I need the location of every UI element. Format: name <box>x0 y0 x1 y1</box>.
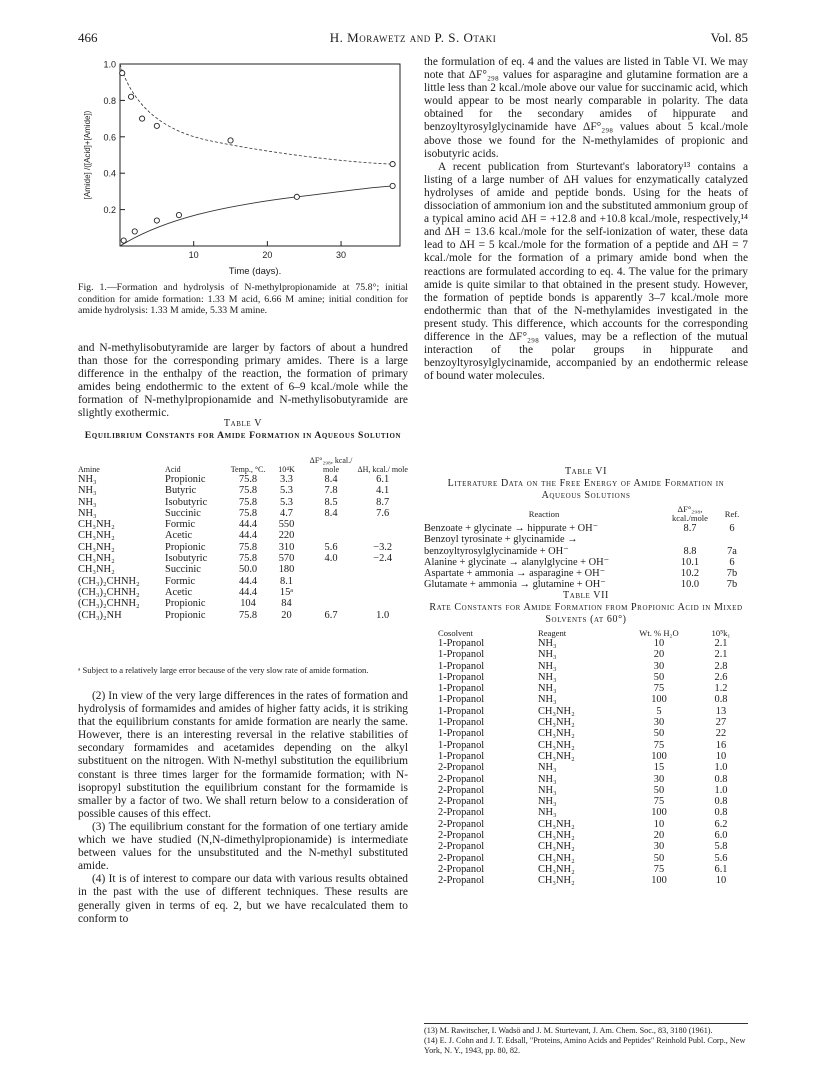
table-cell <box>357 576 408 587</box>
table-cell: 6.7 <box>324 609 338 621</box>
table-cell: CH₃NH₂ <box>538 750 575 762</box>
table-5-label: Table V <box>223 418 263 429</box>
table-cell: Propionic <box>165 474 206 485</box>
table-cell: 2-Propanol <box>438 773 485 785</box>
table-cell: 75.8 <box>238 507 258 519</box>
table-cell: 44.4 <box>238 530 258 542</box>
table-cell: NH₃ <box>538 784 557 796</box>
figure-caption: Fig. 1.—Formation and hydrolysis of N-methylpropionamide at 75.8°; initial condition for amide formation: 1.33 M acid, 6.66 M amine; initial condition for amide hydrolysis: 1.33 M amide, 5.33 M amine. <box>78 282 408 317</box>
table-5-row <box>78 553 408 564</box>
table-cell <box>716 534 748 545</box>
table-cell: 4.1 <box>376 485 390 497</box>
table-cell: 1-Propanol <box>438 717 485 729</box>
paragraph: (2) In view of the very large differences in the rates of formation and hydrolysis of formamides and amides of higher fatty acids, it is striking that the equilibrium constants for amide formation are nearly the same. However, there is an interesting reversal in the relative stabilities of secondary formamides and acetamides depending on the alkyl substituent on the nitrogen. With N-methyl substitution the equilibrium constant is three times larger for the formamide formation; with N-isopropyl substitution the equilibrium constant for the formamide is smaller by a factor of two. We shall return below to a consideration of possible causes of this effect. <box>78 690 408 820</box>
table-5-title: Equilibrium Constants for Amide Formation in Aqueous Solution <box>84 430 402 441</box>
table-cell: CH₃NH₂ <box>538 875 575 887</box>
data-point <box>154 218 159 223</box>
volume-label: Vol. 85 <box>710 30 748 45</box>
table-7-row <box>424 661 748 672</box>
table-cell: 2-Propanol <box>438 875 485 887</box>
table-cell: 6.0 <box>714 830 728 842</box>
table-cell: NH₃ <box>538 694 557 706</box>
table-cell: 30 <box>653 773 665 785</box>
table-cell <box>305 519 358 530</box>
table-cell: 7.8 <box>324 485 338 497</box>
table-cell: CH₃NH₂ <box>538 830 575 842</box>
table-cell: 2-Propanol <box>438 762 485 774</box>
table-cell: 0.8 <box>714 773 728 785</box>
table-cell <box>664 534 716 545</box>
table-5-row <box>78 598 408 609</box>
table-cell: 1-Propanol <box>438 705 485 717</box>
table-6 <box>424 505 748 591</box>
table-cell: CH₃NH₂ <box>538 717 575 729</box>
table-cell <box>357 519 408 530</box>
table-cell: 5.6 <box>324 541 338 553</box>
table-7-row <box>424 649 748 660</box>
paragraph: (3) The equilibrium constant for the formation of one tertiary amide which we have studied (N,N-dimethylpropionamide) is intermediate between values for the unsubstituted and the N-methyl substituted amide. <box>78 820 408 873</box>
column-header: ΔH, kcal./ mole <box>357 465 408 474</box>
table-7-row <box>424 796 748 807</box>
figure-1-chart <box>78 58 408 280</box>
table-cell: 20 <box>281 609 292 621</box>
table-5-footnote: ᵃ Subject to a relatively large error because of the very slow rate of amide formation. <box>78 665 369 675</box>
table-cell: 2-Propanol <box>438 818 485 830</box>
table-cell: 0.8 <box>714 796 728 808</box>
paragraph: A recent publication from Sturtevant's laboratory¹³ contains a listing of a large number of ΔH values for enzymatically catalyzed hydrolyses of amide and peptide bonds. Using for the heats of dissociation of ammonium ion and the substituted ammonium group of a typical amino acid ΔH = +12.8 and +10.8 kcal./mole, respectively,¹⁴ and ΔH = 13.6 kcal./mole for the self-ionization of water, these data lead to ΔH = 5 kcal./mole for the formation of a peptide and ΔH = 7 kcal./mole for the formation of a primary amide bond when the reactions are formulated according to eq. 4. The value for the primary amide is quite similar to that obtained in the present study. However, the formation of peptide bonds is apparently 3–7 kcal./mole more endothermic than that of the N-methylamides investigated in the present study. This difference, which accounts for the corresponding difference in the ΔF°₂₉₈ values, may be a reflection of the mutual interaction of the polar groups in hippurate and benzoyltyrosylglycinamide, accompanied by an endothermic release of bound water molecules. <box>424 160 748 383</box>
table-cell: 220 <box>278 530 295 542</box>
table-cell: CH₃NH₂ <box>538 841 575 853</box>
table-6-header-row <box>424 505 748 523</box>
table-cell: 50 <box>653 852 665 864</box>
column-header: Acid <box>165 465 181 474</box>
table-7-row <box>424 807 748 818</box>
table-5-row <box>78 576 408 587</box>
table-cell: CH₃NH₂ <box>538 818 575 830</box>
table-5-row <box>78 474 408 485</box>
table-cell: 75 <box>653 683 665 695</box>
table-7-row <box>424 672 748 683</box>
table-cell: Acetic <box>165 530 193 542</box>
table-cell: 7a <box>727 545 737 557</box>
table-cell: 75.8 <box>238 609 258 621</box>
left-column-top <box>78 342 408 421</box>
table-cell: 44.4 <box>238 575 258 587</box>
y-tick-label: 0.4 <box>103 168 116 179</box>
table-cell: NH₃ <box>538 638 557 649</box>
plot-frame <box>120 64 400 246</box>
table-cell: 10.1 <box>680 556 700 568</box>
table-cell <box>357 587 408 598</box>
column-header: Cosolvent <box>438 628 473 638</box>
data-point <box>132 229 137 234</box>
table-cell: 8.8 <box>683 545 697 557</box>
table-cell: 100 <box>651 694 667 706</box>
table-cell: (CH₃)₂CHNH₂ <box>78 575 140 587</box>
table-cell: 1-Propanol <box>438 660 485 672</box>
table-cell: CH₃NH₂ <box>78 530 115 542</box>
table-cell: 1.0 <box>714 784 728 796</box>
table-cell: −3.2 <box>373 541 393 553</box>
table-cell: NH₃ <box>538 773 557 785</box>
footnotes <box>424 1026 748 1057</box>
table-cell: Isobutyric <box>165 553 208 565</box>
table-cell: Isobutyric <box>165 496 208 508</box>
x-tick-label: 20 <box>262 250 273 260</box>
page-number: 466 <box>78 30 98 45</box>
table-cell: 104 <box>240 598 256 610</box>
table-cell: 100 <box>651 750 667 762</box>
table-cell: 0.8 <box>714 694 728 706</box>
table-6-row <box>424 534 748 545</box>
table-cell: 4.0 <box>324 553 338 565</box>
paragraph: (4) It is of interest to compare our data with various results obtained in the past with the use of different techniques. These results are generally given in terms of eq. 2, but we have recalculated them to conform to <box>78 873 408 925</box>
table-cell: 6.1 <box>376 474 390 485</box>
table-cell: 15ᵃ <box>279 586 294 598</box>
table-cell: Formic <box>165 575 196 587</box>
table-cell: 1-Propanol <box>438 694 485 706</box>
table-cell <box>357 564 408 575</box>
table-cell: CH₃NH₂ <box>538 863 575 875</box>
table-cell: 8.1 <box>280 575 293 587</box>
table-cell: 1.0 <box>376 609 390 621</box>
data-point <box>140 116 145 121</box>
right-column-top <box>424 56 748 383</box>
table-cell: 570 <box>278 553 295 565</box>
table-cell: Butyric <box>165 485 197 497</box>
data-point <box>390 162 395 167</box>
table-cell: Propionic <box>165 598 206 610</box>
table-cell: 44.4 <box>238 586 258 598</box>
table-7-row <box>424 864 748 875</box>
table-cell <box>305 576 358 587</box>
table-cell: (CH₃)₂CHNH₂ <box>78 598 140 610</box>
table-cell: (CH₃)₂CHNH₂ <box>78 586 140 598</box>
table-cell: 20 <box>653 830 665 842</box>
table-cell: CH₃NH₂ <box>78 564 115 576</box>
table-cell: 6.2 <box>714 818 728 830</box>
column-header: Temp., °C. <box>230 465 266 474</box>
table-cell: 5.3 <box>280 485 293 497</box>
paragraph: and N-methylisobutyramide are larger by factors of about a hundred than those for the corresponding primary amides. There is a large difference in the enthalpy of the reaction, the formation of primary amides being endothermic to the extent of 6–9 kcal./mole while the formation of N-methylpropionamide and N-methylisobutyramide are slightly exothermic. <box>78 342 408 420</box>
table-cell: 22 <box>715 728 727 740</box>
table-cell: 75.8 <box>238 553 258 565</box>
data-point <box>128 94 133 99</box>
x-tick-label: 10 <box>188 250 199 260</box>
table-cell: 8.7 <box>376 496 390 508</box>
table-cell: 75 <box>653 739 665 751</box>
table-cell: Alanine + glycinate → alanylglycine + OH⁻ <box>424 556 610 568</box>
table-cell: 180 <box>278 564 295 576</box>
table-cell: 2-Propanol <box>438 784 485 796</box>
table-7-row <box>424 694 748 705</box>
table-5-header-row <box>78 456 408 474</box>
table-6-title: Literature Data on the Free Energy of Amide Formation in Aqueous Solutions <box>447 478 725 501</box>
running-title: H. Morawetz and P. S. Otaki <box>329 30 497 45</box>
table-cell: NH₃ <box>538 762 557 774</box>
y-tick-label: 0.8 <box>103 95 116 106</box>
table-cell: 75.8 <box>238 496 258 508</box>
table-7 <box>424 628 748 887</box>
table-cell <box>357 530 408 541</box>
data-point <box>121 238 126 243</box>
column-header: 10⁵k₁ <box>711 628 731 638</box>
table-7-row <box>424 774 748 785</box>
table-cell: 27 <box>715 717 727 729</box>
table-cell: CH₃NH₂ <box>538 705 575 717</box>
column-header: Reaction <box>528 509 560 519</box>
table-cell: 310 <box>278 541 295 553</box>
table-cell: 550 <box>278 519 295 531</box>
table-7-row <box>424 785 748 796</box>
table-cell: 6.1 <box>714 863 728 875</box>
table-cell: 1-Propanol <box>438 739 485 751</box>
table-cell: 1-Propanol <box>438 649 485 661</box>
table-cell: 7.6 <box>376 507 390 519</box>
table-cell: 2-Propanol <box>438 807 485 819</box>
table-cell: 1-Propanol <box>438 728 485 740</box>
table-cell: −2.4 <box>373 553 393 565</box>
table-7-caption <box>424 590 748 626</box>
table-cell: NH₃ <box>538 807 557 819</box>
table-cell: CH₃NH₂ <box>78 519 115 531</box>
table-cell <box>305 564 358 575</box>
running-header <box>78 30 748 50</box>
table-cell: Aspartate + ammonia → asparagine + OH⁻ <box>424 568 606 580</box>
table-cell: benzoyltyrosylglycinamide + OH⁻ <box>424 545 569 557</box>
column-header: Ref. <box>724 509 740 519</box>
y-tick-label: 1.0 <box>103 59 116 70</box>
table-6-row <box>424 546 748 557</box>
table-7-row <box>424 875 748 886</box>
table-cell: 2-Propanol <box>438 852 485 864</box>
table-cell: Benzoyl tyrosinate + glycinamide → <box>424 534 578 546</box>
table-cell: Glutamate + ammonia → glutamine + OH⁻ <box>424 579 606 591</box>
table-cell: 10 <box>715 875 727 887</box>
table-cell: 2.1 <box>714 649 728 661</box>
table-cell: Succinic <box>165 564 201 576</box>
table-cell: 5 <box>656 705 662 717</box>
table-cell: NH₃ <box>538 671 557 683</box>
table-cell: NH₃ <box>538 796 557 808</box>
data-point <box>228 138 233 143</box>
table-cell: 100 <box>651 875 667 887</box>
table-cell: 2-Propanol <box>438 841 485 853</box>
table-5-row <box>78 530 408 541</box>
hydrolysis-curve <box>120 64 393 164</box>
table-cell: (CH₃)₂NH <box>78 609 122 621</box>
column-header: ΔF°₂₉₈, kcal./ mole <box>309 456 353 474</box>
table-cell: 1-Propanol <box>438 638 485 649</box>
table-cell: 7b <box>726 568 738 580</box>
table-cell: 16 <box>715 739 727 751</box>
table-6-caption <box>424 466 748 502</box>
data-point <box>390 183 395 188</box>
footnote-13: (13) M. Rawitscher, I. Wadsö and J. M. Sturtevant, J. Am. Chem. Soc., 83, 3180 (1961). <box>424 1026 713 1035</box>
table-cell: 5.3 <box>280 496 293 508</box>
table-cell: 4.7 <box>280 507 293 519</box>
data-point <box>154 123 159 128</box>
table-7-row <box>424 819 748 830</box>
table-cell: 2.8 <box>714 660 728 672</box>
table-cell: 10.0 <box>680 579 700 591</box>
y-axis-label: [Amide] /([Acid]+[Amide]) <box>83 110 92 200</box>
table-cell: Succinic <box>165 507 201 519</box>
table-cell: 50 <box>653 728 665 740</box>
table-cell: 50 <box>653 671 665 683</box>
table-cell: CH₃NH₂ <box>538 739 575 751</box>
table-cell: 8.4 <box>324 474 338 485</box>
table-5 <box>78 456 408 621</box>
table-cell: CH₃NH₂ <box>538 852 575 864</box>
y-tick-label: 0.2 <box>103 205 116 216</box>
paragraph: the formulation of eq. 4 and the values are listed in Table VI. We may note that ΔF°₂₉₈ values for asparagine and glutamine formation are a little less than 2 kcal./mole above our value for succinamic acid, which would appear to be most nearly comparable in polarity. The data obtained for the secondary amides of hippurate and benzoyltyrosylglycinamide have ΔF°₂₉₈ values about 5 kcal./mole above those we found for the N-methylamides of propionic and isobutyric acids. <box>424 56 748 160</box>
table-cell: 30 <box>653 660 665 672</box>
table-7-row <box>424 717 748 728</box>
table-cell: 2.1 <box>714 638 728 649</box>
table-cell: NH₃ <box>78 474 97 485</box>
column-header: ΔF°₂₉₈, kcal./mole <box>671 504 709 523</box>
table-5-row <box>78 564 408 575</box>
footnote-14: (14) E. J. Cohn and J. T. Edsall, "Proteins, Amino Acids and Peptides" Reinhold Publ. Corp., New York, N. Y., 1943, pp. 80, 82. <box>424 1036 746 1056</box>
table-cell: 6 <box>729 556 735 568</box>
footnote-rule <box>424 1023 748 1024</box>
table-7-row <box>424 740 748 751</box>
table-7-row <box>424 853 748 864</box>
table-cell: 8.7 <box>683 523 697 534</box>
table-cell: 1-Propanol <box>438 750 485 762</box>
table-5-caption <box>78 418 408 442</box>
table-cell: 30 <box>653 717 665 729</box>
table-cell: Propionic <box>165 541 206 553</box>
formation-curve <box>120 186 393 246</box>
table-cell: Acetic <box>165 586 193 598</box>
table-5-row <box>78 519 408 530</box>
table-cell <box>357 598 408 609</box>
column-header: Amine <box>78 465 100 474</box>
table-cell: 2-Propanol <box>438 830 485 842</box>
table-cell: CH₃NH₂ <box>78 541 115 553</box>
table-cell: 10 <box>653 638 665 649</box>
table-cell: Benzoate + glycinate → hippurate + OH⁻ <box>424 523 599 534</box>
table-cell: Propionic <box>165 609 206 621</box>
table-7-label: Table VII <box>563 590 609 601</box>
y-tick-label: 0.6 <box>103 132 116 143</box>
data-point <box>294 194 299 199</box>
table-5-row <box>78 542 408 553</box>
table-cell: 100 <box>651 807 667 819</box>
table-cell: 75.8 <box>238 541 258 553</box>
data-point <box>176 212 181 217</box>
table-cell: 10 <box>715 750 727 762</box>
table-cell: NH₃ <box>78 496 97 508</box>
table-cell: NH₃ <box>78 507 97 519</box>
table-cell: CH₃NH₂ <box>78 553 115 565</box>
table-cell: 6 <box>729 523 735 534</box>
table-cell: 1-Propanol <box>438 671 485 683</box>
table-cell: 30 <box>653 841 665 853</box>
table-cell: 50 <box>653 784 665 796</box>
table-cell <box>305 587 358 598</box>
table-cell <box>305 530 358 541</box>
table-cell: 50.0 <box>238 564 258 576</box>
x-tick-label: 30 <box>336 250 347 260</box>
table-7-row <box>424 728 748 739</box>
table-6-row <box>424 557 748 568</box>
x-axis-label: Time (days). <box>228 266 282 277</box>
table-cell: 1-Propanol <box>438 683 485 695</box>
table-cell <box>305 598 358 609</box>
table-cell: 1.0 <box>714 762 728 774</box>
table-cell: 8.4 <box>324 507 338 519</box>
table-7-row <box>424 762 748 773</box>
table-cell: 3.3 <box>280 474 293 485</box>
table-cell: NH₃ <box>538 660 557 672</box>
table-6-row <box>424 523 748 534</box>
column-header: Reagent <box>538 628 567 638</box>
table-cell: 10 <box>653 818 665 830</box>
table-cell: 2.6 <box>714 671 728 683</box>
table-cell: 1.2 <box>714 683 728 695</box>
table-7-row <box>424 706 748 717</box>
table-cell: 75 <box>653 863 665 875</box>
table-cell: 2-Propanol <box>438 796 485 808</box>
table-cell: 75 <box>653 796 665 808</box>
table-cell: 75.8 <box>238 474 258 485</box>
table-cell: CH₃NH₂ <box>538 728 575 740</box>
table-cell: NH₃ <box>538 683 557 695</box>
table-5-row <box>78 610 408 621</box>
table-7-row <box>424 683 748 694</box>
column-header: 10⁴K <box>278 465 295 474</box>
table-cell: 7b <box>726 579 738 591</box>
table-7-row <box>424 830 748 841</box>
table-5-row <box>78 497 408 508</box>
table-7-title: Rate Constants for Amide Formation from Propionic Acid in Mixed Solvents (at 60°) <box>429 602 743 625</box>
table-5-row <box>78 485 408 496</box>
table-cell: 20 <box>653 649 665 661</box>
table-cell: 84 <box>281 598 292 610</box>
left-column-bottom <box>78 690 408 926</box>
table-cell: 13 <box>715 705 727 717</box>
table-cell: 75.8 <box>238 485 258 497</box>
table-7-row <box>424 751 748 762</box>
table-5-row <box>78 508 408 519</box>
table-cell: 44.4 <box>238 519 258 531</box>
table-cell: 15 <box>653 762 665 774</box>
table-cell: NH₃ <box>538 649 557 661</box>
table-cell: 5.6 <box>714 852 728 864</box>
table-cell: 8.5 <box>324 496 338 508</box>
table-7-header-row <box>424 628 748 638</box>
table-cell: 5.8 <box>714 841 728 853</box>
table-cell: NH₃ <box>78 485 97 497</box>
table-7-row <box>424 841 748 852</box>
table-7-row <box>424 638 748 649</box>
table-5-row <box>78 587 408 598</box>
table-cell: 10.2 <box>680 568 700 580</box>
table-cell: Formic <box>165 519 196 531</box>
table-6-label: Table VI <box>564 466 608 477</box>
table-cell: 0.8 <box>714 807 728 819</box>
table-cell: 2-Propanol <box>438 863 485 875</box>
data-point <box>120 71 125 76</box>
table-6-row <box>424 568 748 579</box>
column-header: Wt. % H₂O <box>639 628 679 638</box>
